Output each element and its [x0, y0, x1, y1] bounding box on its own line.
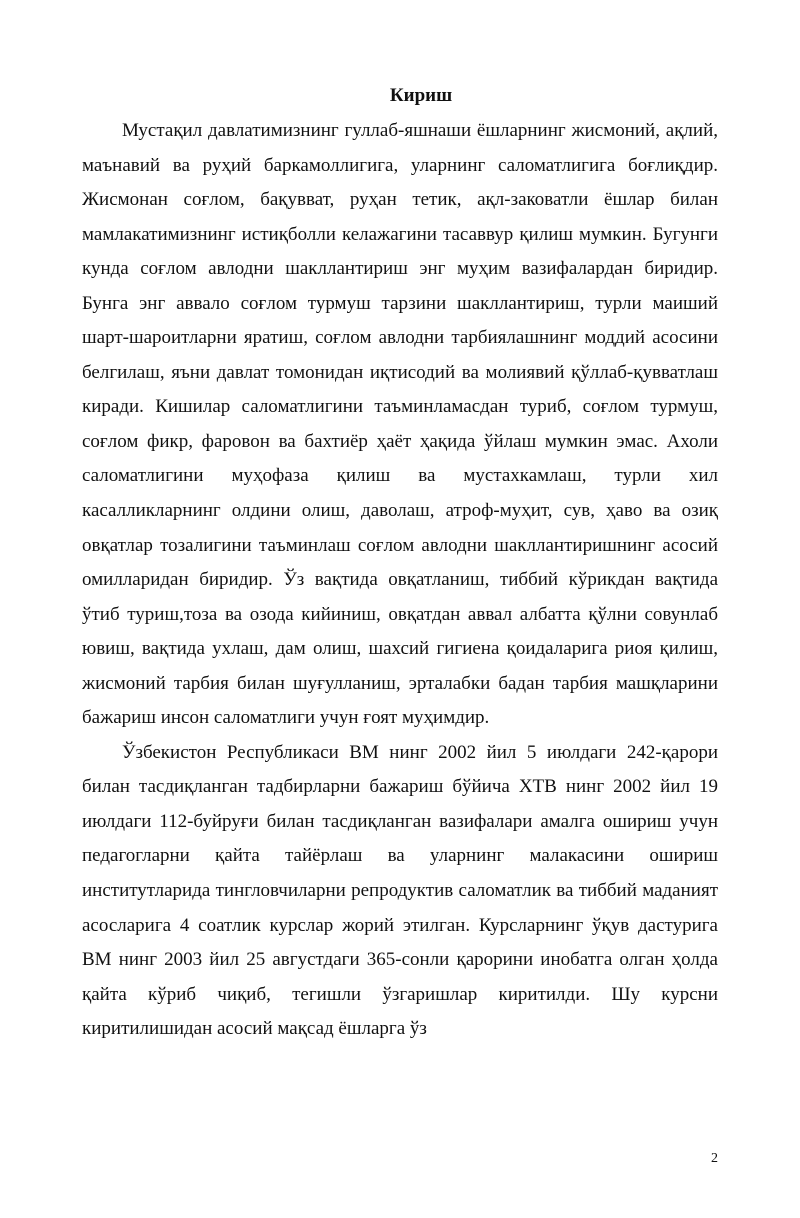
page-number: 2	[711, 1151, 718, 1166]
paragraph-1: Мустақил давлатимизнинг гуллаб-яшнаши ёшларнинг жисмоний, ақлий, маънавий ва руҳий баркамоллигига, уларнинг саломатлигига боғлиқдир. Жисмонан соғлом, бақувват, руҳан тетик, ақл-заковатли ёшлар билан мамлакатимизнинг истиқболли келажагини тасаввур қилиш мумкин. Бугунги кунда соғлом авлодни шакллантириш энг муҳим вазифалардан биридир. Бунга энг аввало соғлом турмуш тарзини шакллантириш, турли маиший шарт-шароитларни яратиш, соғлом авлодни тарбиялашнинг моддий асосини белгилаш, яъни давлат томонидан иқтисодий ва молиявий қўллаб-қувватлаш киради. Кишилар саломатлигини таъминламасдан туриб, соғлом турмуш, соғлом фикр, фаровон ва бахтиёр ҳаёт ҳақида ўйлаш мумкин эмас. Ахоли саломатлигини муҳофаза қилиш ва мустахкамлаш, турли хил касалликларнинг олдини олиш, даволаш, атроф-муҳит, сув, ҳаво ва озиқ овқатлар тозалигини таъминлаш соғлом авлодни шакллантиришнинг асосий омилларидан биридир. Ўз вақтида овқатланиш, тиббий кўрикдан вақтида ўтиб туриш,тоза ва озода кийиниш, овқатдан аввал албатта қўлни совунлаб ювиш, вақтида ухлаш, дам олиш, шахсий гигиена қоидаларига риоя қилиш, жисмоний тарбия билан шуғулланиш, эрталабки бадан тарбия машқларини бажариш инсон саломатлиги учун ғоят муҳимдир.	[82, 120, 718, 729]
paragraph-2: Ўзбекистон Республикаси ВМ нинг 2002 йил 5 июлдаги 242-қарори билан тасдиқланган тадбирларни бажариш бўйича ХТВ нинг 2002 йил 19 июлдаги 112-буйруғи билан тасдиқланган вазифалари амалга ошириш учун педагогларни қайта тайёрлаш ва уларнинг малакасини ошириш институтларида тингловчиларни репродуктив саломатлик ва тиббий маданият асосларига 4 соатлик курслар жорий этилган. Курсларнинг ўқув дастурига ВМ нинг 2003 йил 25 августдаги 365-сонли қарорини инобатга олган ҳолда қайта кўриб чиқиб, тегишли ўзгаришлар киритилди. Шу курсни киритилишидан асосий мақсад ёшларга ўз	[82, 741, 718, 1040]
page-title: Кириш	[389, 85, 453, 106]
body-text	[82, 114, 718, 1047]
